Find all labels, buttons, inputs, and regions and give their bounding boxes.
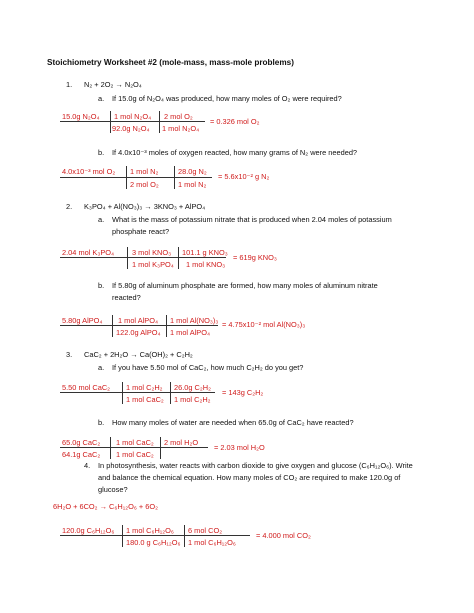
factor-top: 120.0g C₆H₁₂O₆ — [62, 526, 115, 535]
chemical-equation: CaC₂ + 2H₂O → Ca(OH)₂ + C₂H₂ — [84, 350, 193, 359]
factor-top: 1 mol CaC₂ — [116, 438, 154, 447]
factor-top: 4.0x10⁻³ mol O₂ — [62, 167, 116, 176]
worksheet-title: Stoichiometry Worksheet #2 (mole-mass, mass-mole problems) — [47, 58, 294, 67]
answer: = 2.03 mol H₂O — [214, 443, 265, 452]
chemical-equation: N₂ + 2O₂ → N₂O₄ — [84, 80, 142, 89]
question-text: What is the mass of potassium nitrate that is produced when 2.04 moles of potassium — [112, 215, 392, 224]
question-text: phosphate react? — [112, 227, 170, 236]
factor-top: 5.50 mol CaC₂ — [62, 383, 111, 392]
fraction-bar — [60, 257, 226, 258]
divider — [178, 247, 179, 269]
question-text: In photosynthesis, water reacts with carbon dioxide to give oxygen and glucose (C₆H₁₂O₆). Write — [98, 461, 413, 470]
part-letter: b. — [98, 418, 105, 427]
factor-top: 6 mol CO₂ — [188, 526, 223, 535]
factor-bottom: 1 mol AlPO₄ — [170, 328, 210, 337]
answer: = 5.6x10⁻² g N₂ — [218, 172, 270, 181]
factor-top: 26.0g C₂H₂ — [174, 383, 211, 392]
fraction-bar — [60, 535, 250, 536]
part-letter: a. — [98, 215, 105, 224]
factor-bottom: 1 mol CaC₂ — [116, 450, 154, 459]
factor-bottom: 180.0 g C₆H₁₂O₆ — [126, 538, 181, 547]
question-text: reacted? — [112, 293, 141, 302]
factor-top: 65.0g CaC₂ — [62, 438, 101, 447]
part-letter: a. — [98, 363, 105, 372]
question-text: glucose? — [98, 485, 128, 494]
question-text: If you have 5.50 mol of CaC₂, how much C₂H₂ do you get? — [112, 363, 304, 372]
question-text: and balance the chemical equation. How many moles of CO₂ are required to make 120.0g of — [98, 473, 401, 482]
factor-bottom: 1 mol C₆H₁₂O₆ — [188, 538, 236, 547]
divider — [122, 525, 123, 547]
factor-top: 28.0g N₂ — [178, 167, 207, 176]
answer: = 619g KNO₃ — [233, 253, 277, 262]
factor-bottom: 64.1g CaC₂ — [62, 450, 101, 459]
factor-top: 1 mol C₆H₁₂O₆ — [126, 526, 174, 535]
answer: = 0.326 mol O₂ — [210, 117, 260, 126]
fraction-bar — [60, 392, 215, 393]
factor-top: 1 mol Al(NO₃)₃ — [170, 316, 219, 325]
factor-bottom: 2 mol O₂ — [130, 180, 159, 189]
factor-bottom: 92.0g N₂O₄ — [112, 124, 150, 133]
factor-top: 1 mol C₂H₂ — [126, 383, 163, 392]
divider — [126, 166, 127, 189]
question-text: If 4.0x10⁻³ moles of oxygen reacted, how many grams of N₂ were needed? — [112, 148, 358, 157]
question-number: 2. — [66, 202, 73, 211]
factor-top: 3 mol KNO₃ — [132, 248, 172, 257]
question-text: If 15.0g of N₂O₄ was produced, how many moles of O₂ were required? — [112, 94, 342, 103]
question-number: 3. — [66, 350, 73, 359]
divider — [110, 111, 111, 133]
fraction-bar — [60, 177, 212, 178]
fraction-bar — [60, 447, 208, 448]
factor-top: 2 mol O₂ — [164, 112, 193, 121]
question-text: How many moles of water are needed when 65.0g of CaC₂ have reacted? — [112, 418, 354, 427]
factor-top: 1 mol N₂O₄ — [114, 112, 152, 121]
factor-bottom: 1 mol C₂H₂ — [174, 395, 211, 404]
factor-bottom: 1 mol N₂O₄ — [162, 124, 200, 133]
factor-bottom: 1 mol CaC₂ — [126, 395, 164, 404]
question-number: 4. — [84, 461, 91, 470]
question-number: 1. — [66, 80, 73, 89]
divider — [110, 437, 111, 459]
factor-bottom: 1 mol KNO₃ — [186, 260, 226, 269]
divider — [184, 525, 185, 547]
question-text: If 5.80g of aluminum phosphate are formed, how many moles of aluminum nitrate — [112, 281, 378, 290]
part-letter: b. — [98, 281, 105, 290]
divider — [159, 111, 160, 133]
factor-bottom: 1 mol K₃PO₄ — [132, 260, 174, 269]
balanced-equation: 6H₂O + 6CO₂ → C₆H₁₂O₆ + 6O₂ — [53, 502, 158, 511]
part-letter: a. — [98, 94, 105, 103]
factor-top: 101.1 g KNO₃ — [182, 248, 228, 257]
part-letter: b. — [98, 148, 105, 157]
factor-bottom: 122.0g AlPO₄ — [116, 328, 161, 337]
answer: = 143g C₂H₂ — [222, 388, 264, 397]
factor-top: 2 mol H₂O — [164, 438, 199, 447]
divider — [160, 437, 161, 459]
factor-top: 15.0g N₂O₄ — [62, 112, 100, 121]
factor-top: 5.80g AlPO₄ — [62, 316, 103, 325]
divider — [166, 315, 167, 337]
divider — [174, 166, 175, 189]
fraction-bar — [60, 121, 205, 122]
answer: = 4.000 mol CO₂ — [256, 531, 311, 540]
divider — [122, 382, 123, 404]
divider — [170, 382, 171, 404]
fraction-bar — [60, 325, 218, 326]
factor-top: 2.04 mol K₃PO₄ — [62, 248, 115, 257]
factor-top: 1 mol N₂ — [130, 167, 159, 176]
divider — [112, 315, 113, 337]
chemical-equation: K₃PO₄ + Al(NO₃)₃ → 3KNO₃ + AlPO₄ — [84, 202, 206, 211]
factor-top: 1 mol AlPO₄ — [118, 316, 158, 325]
divider — [127, 247, 128, 269]
answer: = 4.75x10⁻² mol Al(NO₃)₃ — [222, 320, 306, 329]
factor-bottom: 1 mol N₂ — [178, 180, 207, 189]
